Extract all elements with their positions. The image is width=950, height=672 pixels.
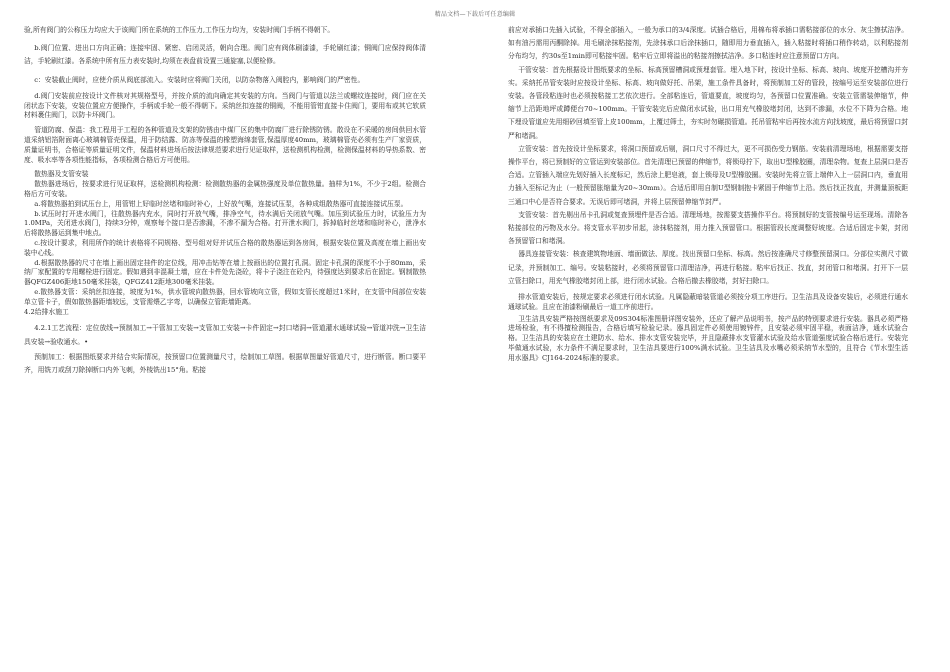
page-header: 精品文档—下载后可任意编辑 [434,11,516,18]
paragraph: b.试压时打开进水阀门，往散热器内充水，同时打开放气嘴，排净空气，待水满后关闭放气嘴。加压到试验压力时，试验压力为1.0MPa，关闭进水阀门，持续3分钟，观察每个接口是否渗漏，不渗不漏为合格。打开泄水阀门，拆掉临时丝堵和临时补心，泄净水后将散热器运到集中地点。 [24,209,426,238]
paragraph: 立管安装：首先按设计坐标要求，将洞口预留或后剔，洞口尺寸不得过大，更不可损伤受力钢筋。安装前清理场地，根据需要支搭操作平台，将已预制好的立管运到安装部位。首先清理已预留的伸缩节，将锁母拧下，取出U型橡胶圈，清理杂物。复查上层洞口是否合适。立管插入端应先划好插入长度标记，然后涂上肥皂液，套上锁母及U型橡胶圈。安装时先将立管上端伸入上一层洞口内，垂直用力插入至标记为止（一般预留胀缩量为20~30mm）。合适后即用自制U型钢制抱卡紧固于伸缩节上沿。然后找正找直，并测量顶板距三通口中心是否符合要求。无误后即可堵洞，并将上层预留伸缩节封严。 [508,144,908,206]
paragraph: 前应对承插口先插入试验，不得全部插入，一般为承口的3/4深度。试插合格后，用棉布将承插口需粘接部位的水分、灰尘擦拭洁净。如有油污需用丙酮除掉。用毛刷涂抹粘接剂，先涂抹承口后涂抹插口，随即用力垂直插入，插入粘接时将插口稍作转动，以利粘接剂分布均匀，约30s至1min即可粘接牢固。粘牢后立即将溢出的粘接剂擦拭洁净。多口粘连时应注意预留口方向。 [508,26,908,61]
paragraph: a.将散热器拍到试压台上，用管钳上好临时丝堵和临时补心，上好放气嘴，连接试压泵，各种成组散热器可直接连接试压泵。 [34,199,408,208]
paragraph: c：安装截止阀时，应使介质从阀底部流入。安装时应将阀门关闭，以防杂物落入阀腔内，影响阀门的严密性。 [34,75,365,84]
paragraph: 预制加工：根据图纸要求并结合实际情况，按预留口位置测量尺寸，绘制加工草图。根据草图量好管道尺寸，进行断管。断口要平齐，用铣刀或刮刀除掉断口内外飞刺，外棱铣出15°角。粘接 [24,352,426,374]
paragraph: 干管安装：首先根据设计图纸要求的坐标、标高预留槽洞或预埋套管。埋入地下时，按设计坐标、标高、坡向、坡度开挖槽沟并夯实。采纳托吊管安装时应按设计坐标、标高、坡向做好托、吊架，施工条件具备时，将预制加工好的管段，按编号运至安装部位进行安装。各管段粘连时也必须按粘接工艺依次进行。全部粘连后，管道要直，坡度均匀，各预留口位置准确。安装立管需装伸缩节，伸缩节上沿距地坪或蹲便台70~100mm。干管安装完后应做闭水试验，出口用充气橡胶堵封闭，达到不渗漏，水位不下降为合格。地下埋设管道应先用细砂回填至管上皮100mm，上覆过筛土，夯实时勿碾损管道。托吊管粘牢后再按水流方向找坡度，最后将预留口封严和堵洞。 [508,65,908,140]
paragraph: 器具连接管安装：核查建筑物地面、墙面做法、厚度。找出预留口坐标、标高。然后按准确尺寸修整预留洞口。分部位实测尺寸做记录，并预制加工、编号。安装粘接时，必须将预留管口清理洁净，再进行粘接。粘牢后找正、找直，封闭管口和堵洞。打开下一层立管扫除口，用充气橡胶堵封闭上部，进行闭水试验。合格后撤去橡胶堵，封好扫除口。 [508,250,908,285]
paragraph: d.根据散热器的尺寸在墙上画出固定挂件的定位线，用冲击钻等在墙上按画出的位置打孔洞。固定卡孔洞的深度不小于80mm，采纳厂家配置的专用螺栓进行固定。假如遇到非混凝土墙，应在卡件处先浇砼，将卡子浇注在砼内，待强度达到要求后在固定。钢制散热器QFGZ406距地150毫米挂装，QFGZ412距地300毫米挂装。 [24,258,426,287]
paragraph: c.按设计要求，利用所作的统计表格将不同规格、型号组对好并试压合格的散热器运到各房间，根据安装位置及高度在墙上画出安装中心线。 [24,238,426,257]
paragraph: d.阀门安装前应按设计文件核对其规格型号，并按介质的流向确定其安装的方向。当阀门与管道以法兰或螺纹连接时，阀门应在关闭状态下安装，安装位置应方便操作，手柄或手轮一般不得朝下。采纳丝扣连接的铜阀，不能用管钳直接卡住阀门，要用布或其它软质材料裹住阀门，以防卡坏阀门。 [24,91,426,120]
right-column [508,24,908,364]
section-heading: 散热器及支管安装 [34,170,89,179]
paragraph: 4.2.1工艺流程：定位放线→预制加工→干管加工安装→支管加工安装→卡件固定→封口堵洞→管道灌水通球试验→管道冲洗→卫生洁具安装→验收通水。• [24,324,426,346]
paragraph: 验,所有阀门的公称压力均应大于该阀门所在系统的工作压力,工作压力均为，安装时阀门手柄不得朝下。 [24,26,335,34]
paragraph: 排水管道安装后，按规定要求必须进行闭水试验。凡属隐蔽暗装管道必须按分项工序进行。卫生洁具及设备安装后，必须进行通水通球试验。且应在油漆粉刷最后一道工序前进行。 [508,293,908,311]
paragraph: b.阀门位置、进出口方向正确；连接牢固、紧密、启闭灵活，朝向合理。阀门应有阀体刷漆漆，手轮刷红漆；铜阀门应保持阀体清洁，手轮刷红漆。各系统中所有压力表安装时,均须在表盘前设置三通旋塞,以便检修。 [24,44,426,66]
section-heading: 4.2给排水施工 [24,307,69,316]
paragraph: 卫生洁具安装严格按图纸要求及09S304标准图册详图安装外，还应了解产品说明书，按产品的特别要求进行安装。器具必须严格进场检验，有不得擅检测报告，合格后填写检验记录。器具固定件必须使用镀锌件，且安装必须牢固平稳，表面洁净，通水试验合格。卫生洁具的安装应在土建防水、给水、排水支管安装完毕，并且隐蔽排水支管灌水试验及给水管道强度试验合格后进行。安装完毕做通水试验，水力条件不满足要求时，卫生洁具要进行100%满水试验。卫生洁具及水嘴必须采纳节水型的，且符合《节水型生活用水器具》CJ164-2024标准的要求。 [508,314,908,362]
paragraph: 支管安装：首先剔出吊卡孔洞或复查预埋件是否合适。清理场地，按需要支搭操作平台。将预制好的支管按编号运至现场。清除各粘接部位的污物及水分。将支管水平初步吊起，涂抹粘接剂，用力推入预留管口。根据管段长度调整好坡度。合适后固定卡架，封闭各预留管口和堵洞。 [508,210,908,246]
paragraph: 散热器进场后，按要求进行见证取样，送检测机构检测：检测散热器的金属热强度及单位散热量。抽样为1%，不少于2组。检测合格后方可安装。 [24,180,426,198]
paragraph: 管道防腐、保温：我工程用于工程的各种管道及支架的防锈由中煤厂区的集中防腐厂进行除锈防锈。散设在不采暖的房间供回水管道采纳铝箔附面离心玻璃棉管壳保温，用于防结露、防冻等保温的橡塑海绵套管,保温厚度40mm，玻璃棉管壳必须有生产厂家资质，质量证明书，合格证等质量证明文件，保温材料进场后按法律规范要求进行见证取样，送检测机构检测，检测保温材料的导热系数、密度、吸水率等各项性能指标，各项检测合格后方可使用。 [24,126,426,164]
left-column [24,24,426,377]
paragraph: e.散热器支管：采纳丝扣连接，坡度为1%，供水管坡向散热器，回水管坡向立管，假如支管长度超过1米时，在支管中间部位安装单立管卡子，假如散热器距墙较远，支管需煨乙字弯，以确保立管距墙距离。 [24,287,426,306]
